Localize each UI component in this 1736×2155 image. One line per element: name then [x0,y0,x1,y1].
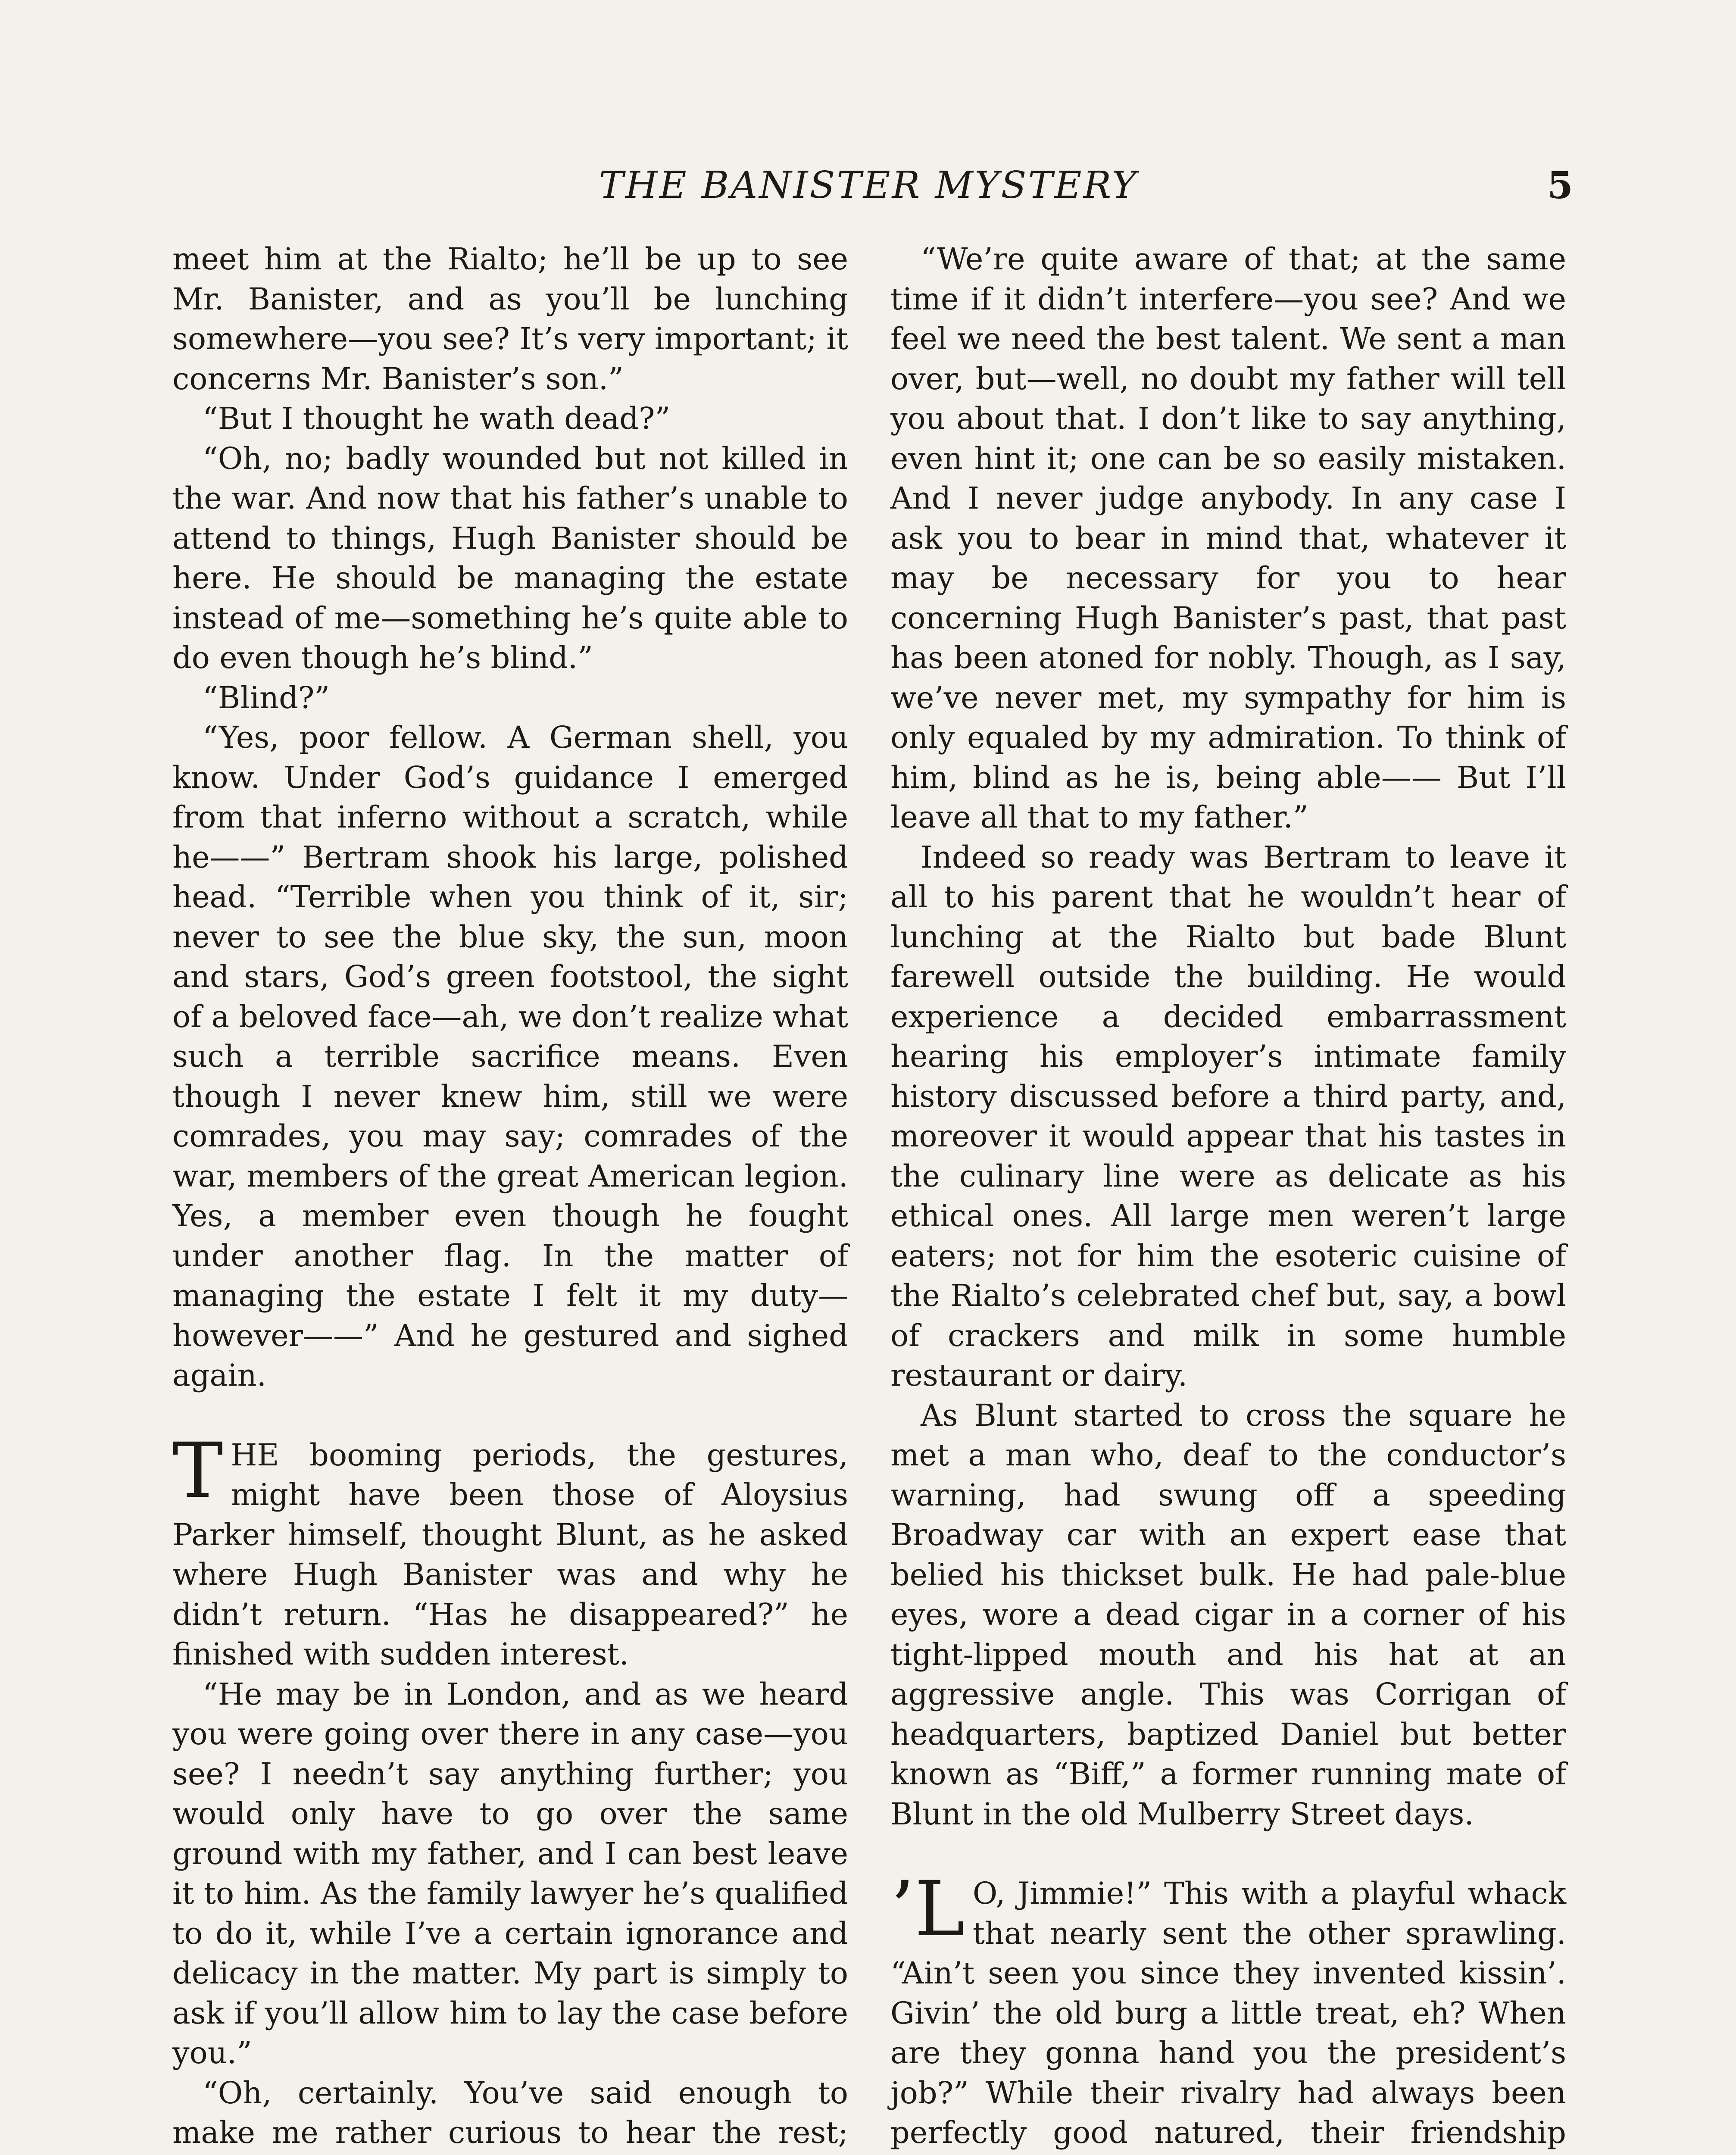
drop-cap: ’L [890,1865,965,1953]
right-column [890,239,1566,2155]
paragraph: “Yes, poor fellow. A German shell, you know. Under God’s guidance I emerged from that inferno without a scratch, while he——” Bertram shook his large, polished head. “Terrible when you think of it, sir; never to see the blue sky, the sun, moon and stars, God’s green footstool, the sight of a beloved face—ah, we don’t realize what such a terrible sacrifice means. Even though I never knew him, still we were comrades, you may say; comrades of the war, members of the great American legion. Yes, a member even though he fought under another flag. In the matter of managing the estate I felt it my duty—however——” And he gestured and sighed again. [172,720,848,1393]
section-start-paragraph [172,1426,848,1674]
drop-cap: T [172,1426,223,1515]
section-text: O, Jimmie!” This with a playful whack that nearly sent the other sprawling. “Ain’t seen you since they invented kissin’. Givin’ the old burg a little treat, eh? When are they gonna hand you the president’s job?” While their rivalry had always been perfectly good natured, their friendship [890,1876,1566,2150]
paragraph: Indeed so ready was Bertram to leave it all to his parent that he wouldn’t hear of lunching at the Rialto but bade Blunt farewell outside the building. He would experience a decided embarrassment hearing his employer’s intimate family history discussed before a third party, and, moreover it would appear that his tastes in the culinary line were as delicate as his ethical ones. All large men weren’t large eaters; not for him the esoteric cuisine of the Rialto’s celebrated chef but, say, a bowl of crackers and milk in some humble restaurant or dairy. [890,839,1566,1393]
paragraph: “But I thought he wath dead?” [203,401,671,436]
page-number: 5 [1547,164,1573,207]
paragraph: “He may be in London, and as we heard you were going over there in any case—you see? I needn’t say anything further; you would only have to go over the same ground with my father, and I can best leave it to him. As the family lawyer he’s qualified to do it, while I’ve a certain ignorance and delicacy in the matter. My part is simply to ask if you’ll allow him to lay the case before you.” [172,1676,848,2071]
left-column [172,239,848,2155]
paragraph: “We’re quite aware of that; at the same time if it didn’t interfere—you see? And we feel we need the best talent. We sent a man over, but—well, no doubt my father will tell you about that. I don’t like to say anything, even hint it; one can be so easily mistaken. And I never judge anybody. In any case I ask you to bear in mind that, whatever it may be necessary for you to hear concerning Hugh Banister’s past, that past has been atoned for nobly. Though, as I say, we’ve never met, my sympathy for him is only equaled by my admiration. To think of him, blind as he is, being able—— But I’ll leave all that to my father.” [890,241,1566,835]
running-head: THE BANISTER MYSTERY [599,164,1138,207]
paragraph: As Blunt started to cross the square he met a man who, deaf to the conductor’s warning, had swung off a speeding Broadway car with an expert ease that belied his thickset bulk. He had pale-blue eyes, wore a dead cigar in a corner of his tight-lipped mouth and his hat at an aggressive angle. This was Corrigan of headquarters, baptized Daniel but better known as “Biff,” a former running mate of Blunt in the old Mulberry Street days. [890,1397,1566,1832]
paragraph: “Oh, certainly. You’ve said enough to make me rather curious to hear the rest; [172,2075,848,2150]
page-header [164,164,1573,216]
paragraph: “Blind?” [203,680,330,715]
paragraph: “Oh, no; badly wounded but not killed in the war. And now that his father’s unable to attend to things, Hugh Banister should be here. He should be managing the estate instead of me—something he’s quite able to do even though he’s blind.” [172,440,848,675]
paragraph: meet him at the Rialto; he’ll be up to see Mr. Banister, and as you’ll be lunching somewhere—you see? It’s very important; it concerns Mr. Banister’s son.” [172,241,848,397]
section-text: HE booming periods, the gestures, might have been those of Aloysius Parker himself, thought Blunt, as he asked where Hugh Banister was and why he didn’t return. “Has he disappeared?” he finished with sudden interest. [172,1437,848,1672]
section-start-paragraph [890,1865,1566,2155]
